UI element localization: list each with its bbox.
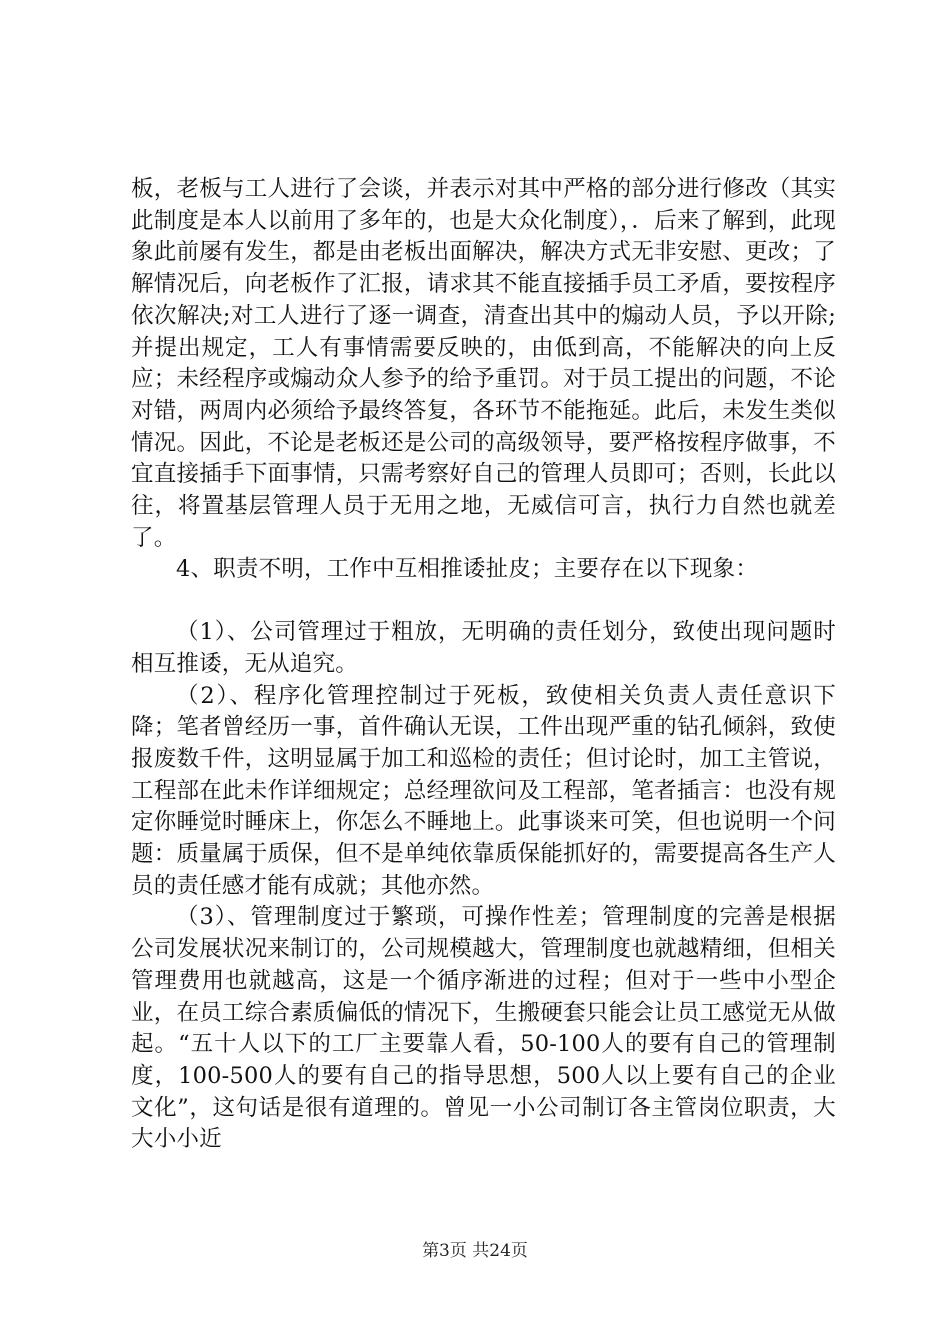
- paragraph-section-4-heading: 4、职责不明，工作中互相推诿扯皮；主要存在以下现象：: [176, 556, 759, 583]
- paragraph-item-3: （3）、管理制度过于繁琐，可操作性差；管理制度的完善是根据公司发展状况来制订的，公司规模越大，管理制度也就越精细，但相关管理费用也就越高，这是一个循序渐进的过程；但对于一些中小型企业，在员工综合素质偏低的情况下，生搬硬套只能会让员工感觉无从做起。“五十人以下的工厂主要靠人看，50-100人的要有自己的管理制度，100-500人的要有自己的指导思想，500人以上要有自己的企业文化”，这句话是很有道理的。曾见一小公司制订各主管岗位职责，大大小小近: [131, 904, 836, 1153]
- document-body: [131, 174, 836, 1156]
- paragraph-item-2: （2）、程序化管理控制过于死板，致使相关负责人责任意识下降；笔者曾经历一事，首件确认无误，工件出现严重的钻孔倾斜，致使报废数千件，这明显属于加工和巡检的责任；但讨论时，加工主管说，工程部在此未作详细规定；总经理欲问及工程部，笔者插言：也没有规定你睡觉时睡床上，你怎么不睡地上。此事谈来可笑，但也说明一个问题：质量属于质保，但不是单纯依靠质保能抓好的，需要提高各生产人员的责任感才能有成就；其他亦然。: [131, 682, 836, 899]
- paragraph-continuation: 板，老板与工人进行了会谈，并表示对其中严格的部分进行修改（其实此制度是本人以前用了多年的，也是大众化制度），．后来了解到，此现象此前屡有发生，都是由老板出面解决，解决方式无非安慰、更改；了解情况后，向老板作了汇报，请求其不能直接插手员工矛盾，要按程序依次解决;对工人进行了逐一调查，清查出其中的煽动人员，予以开除;并提出规定，工人有事情需要反映的，由低到高，不能解决的向上反应；未经程序或煽动众人参予的给予重罚。对于员工提出的问题，不论对错，两周内必须给予最终答复，各环节不能拖延。此后，未发生类似情况。因此，不论是老板还是公司的高级领导，要严格按程序做事，不宜直接插手下面事情，只需考察好自己的管理人员即可；否则，长此以往，将置基层管理人员于无用之地，无威信可言，执行力自然也就差了。: [131, 176, 836, 551]
- paragraph-item-1: （1）、公司管理过于粗放，无明确的责任划分，致使出现问题时相互推诿，无从追究。: [131, 619, 836, 677]
- page-number-footer: 第3页 共24页: [422, 1241, 528, 1261]
